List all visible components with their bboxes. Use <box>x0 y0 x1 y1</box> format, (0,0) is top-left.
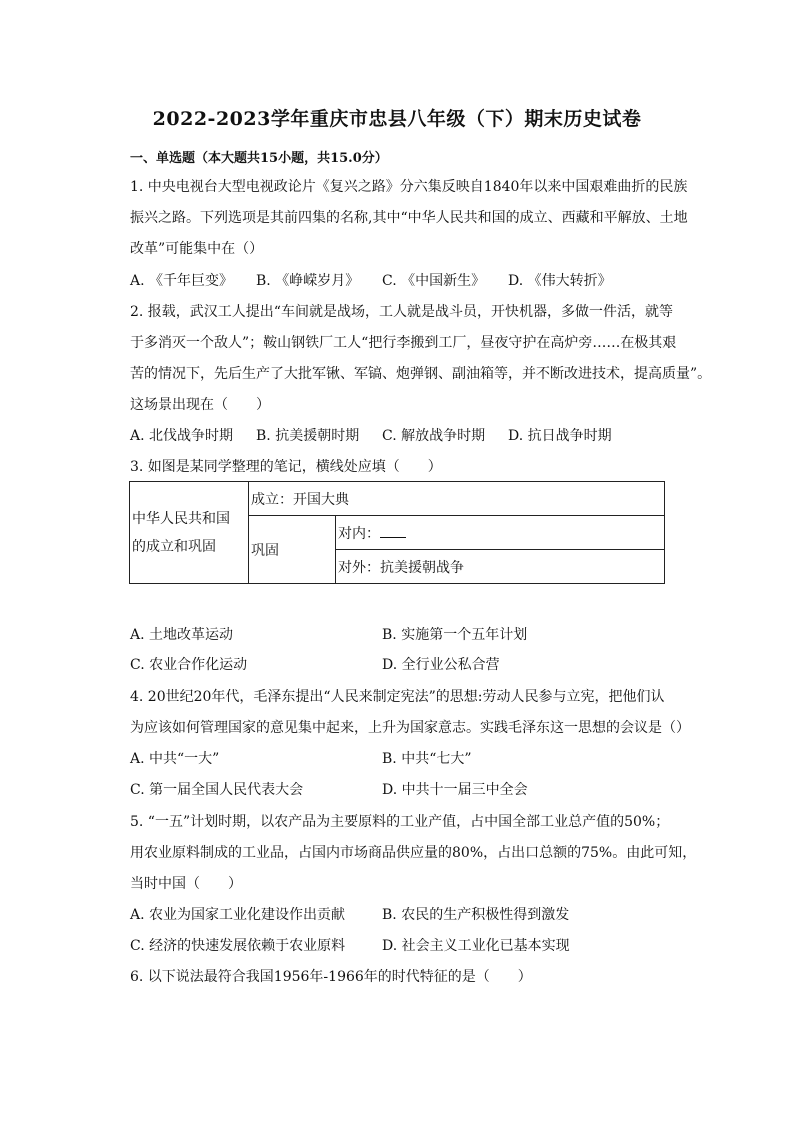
question-5-line-3: 当时中国（ ） <box>130 876 242 892</box>
question-5-line-1: 5. “一五”计划时期，以农产品为主要原料的工业产值，占中国全部工业总产值的50%； <box>130 814 670 830</box>
notes-foreign-cell: 对外：抗美援朝战争 <box>336 550 665 584</box>
question-2-line-3: 苦的情况下，先后生产了大批军锹、军镐、炮弹钢、副油箱等，并不断改进技术，提高质量”。 <box>130 366 712 382</box>
question-5-option-b: B. 农民的生产积极性得到激发 <box>382 907 570 923</box>
question-1-line-1: 1. 中央电视台大型电视政论片《复兴之路》分六集反映自1840年以来中国艰难曲折的民族 <box>130 179 688 195</box>
question-4-line-2: 为应该如何管理国家的意见集中起来，上升为国家意志。实践毛泽东这一思想的会议是（） <box>130 720 690 736</box>
question-5-option-a: A. 农业为国家工业化建设作出贡献 <box>130 907 346 923</box>
notes-subject-line-2: 的成立和巩固 <box>132 538 216 555</box>
question-4-option-c: C. 第一届全国人民代表大会 <box>130 782 304 798</box>
question-1-line-2: 振兴之路。下列选项是其前四集的名称,其中“中华人民共和国的成立、西藏和平解放、土地 <box>130 210 688 226</box>
notes-subject-cell <box>130 482 249 584</box>
notes-domestic-label: 对内： <box>338 525 380 542</box>
question-1-option-a: A. 《千年巨变》 <box>130 273 234 289</box>
question-6-line-1: 6. 以下说法最符合我国1956年-1966年的时代特征的是（ ） <box>130 969 532 985</box>
section-heading: 一、单选题（本大题共15小题，共15.0分） <box>130 151 388 166</box>
question-1-option-b: B. 《峥嵘岁月》 <box>256 273 360 289</box>
question-2-option-b: B. 抗美援朝时期 <box>256 428 360 444</box>
answer-blank <box>380 525 406 538</box>
notes-table <box>129 481 665 584</box>
notes-subject-line-1: 中华人民共和国 <box>132 510 230 527</box>
question-5-option-d: D. 社会主义工业化已基本实现 <box>382 938 570 954</box>
notes-domestic-cell <box>336 516 665 550</box>
question-2-option-d: D. 抗日战争时期 <box>508 428 612 444</box>
question-1-option-c: C. 《中国新生》 <box>382 273 486 289</box>
question-5-option-c: C. 经济的快速发展依赖于农业原料 <box>130 938 346 954</box>
question-1-line-3: 改革”可能集中在（） <box>130 241 264 257</box>
question-3-option-d: D. 全行业公私合营 <box>382 657 500 673</box>
question-2-line-2: 于多消灭一个敌人”；鞍山钢铁厂工人“把行李搬到工厂，昼夜守护在高炉旁……在极其艰 <box>130 335 677 351</box>
notes-consolidation-cell: 巩固 <box>249 516 336 584</box>
question-4-option-a: A. 中共“一大” <box>130 751 220 767</box>
question-3-option-b: B. 实施第一个五年计划 <box>382 627 528 643</box>
question-4-option-b: B. 中共“七大” <box>382 751 472 767</box>
question-2-option-c: C. 解放战争时期 <box>382 428 486 444</box>
question-4-option-d: D. 中共十一届三中全会 <box>382 782 528 798</box>
question-2-option-a: A. 北伐战争时期 <box>130 428 234 444</box>
question-3-option-a: A. 土地改革运动 <box>130 627 234 643</box>
page-title: 2022-2023学年重庆市忠县八年级（下）期末历史试卷 <box>152 108 642 130</box>
question-2-line-4: 这场景出现在（ ） <box>130 397 270 413</box>
question-5-line-2: 用农业原料制成的工业品，占国内市场商品供应量的80%，占出口总额的75%。由此可知， <box>130 845 697 861</box>
question-2-line-1: 2. 报载，武汉工人提出“车间就是战场，工人就是战斗员，开快机器，多做一件活，就等 <box>130 304 673 320</box>
question-3-option-c: C. 农业合作化运动 <box>130 657 248 673</box>
question-3-line-1: 3. 如图是某同学整理的笔记，横线处应填（ ） <box>130 459 442 475</box>
question-4-line-1: 4. 20世纪20年代，毛泽东提出“人民来制定宪法”的思想:劳动人民参与立宪，把他们认 <box>130 689 665 705</box>
notes-founding-cell: 成立：开国大典 <box>249 482 665 516</box>
question-1-option-d: D. 《伟大转折》 <box>508 273 612 289</box>
